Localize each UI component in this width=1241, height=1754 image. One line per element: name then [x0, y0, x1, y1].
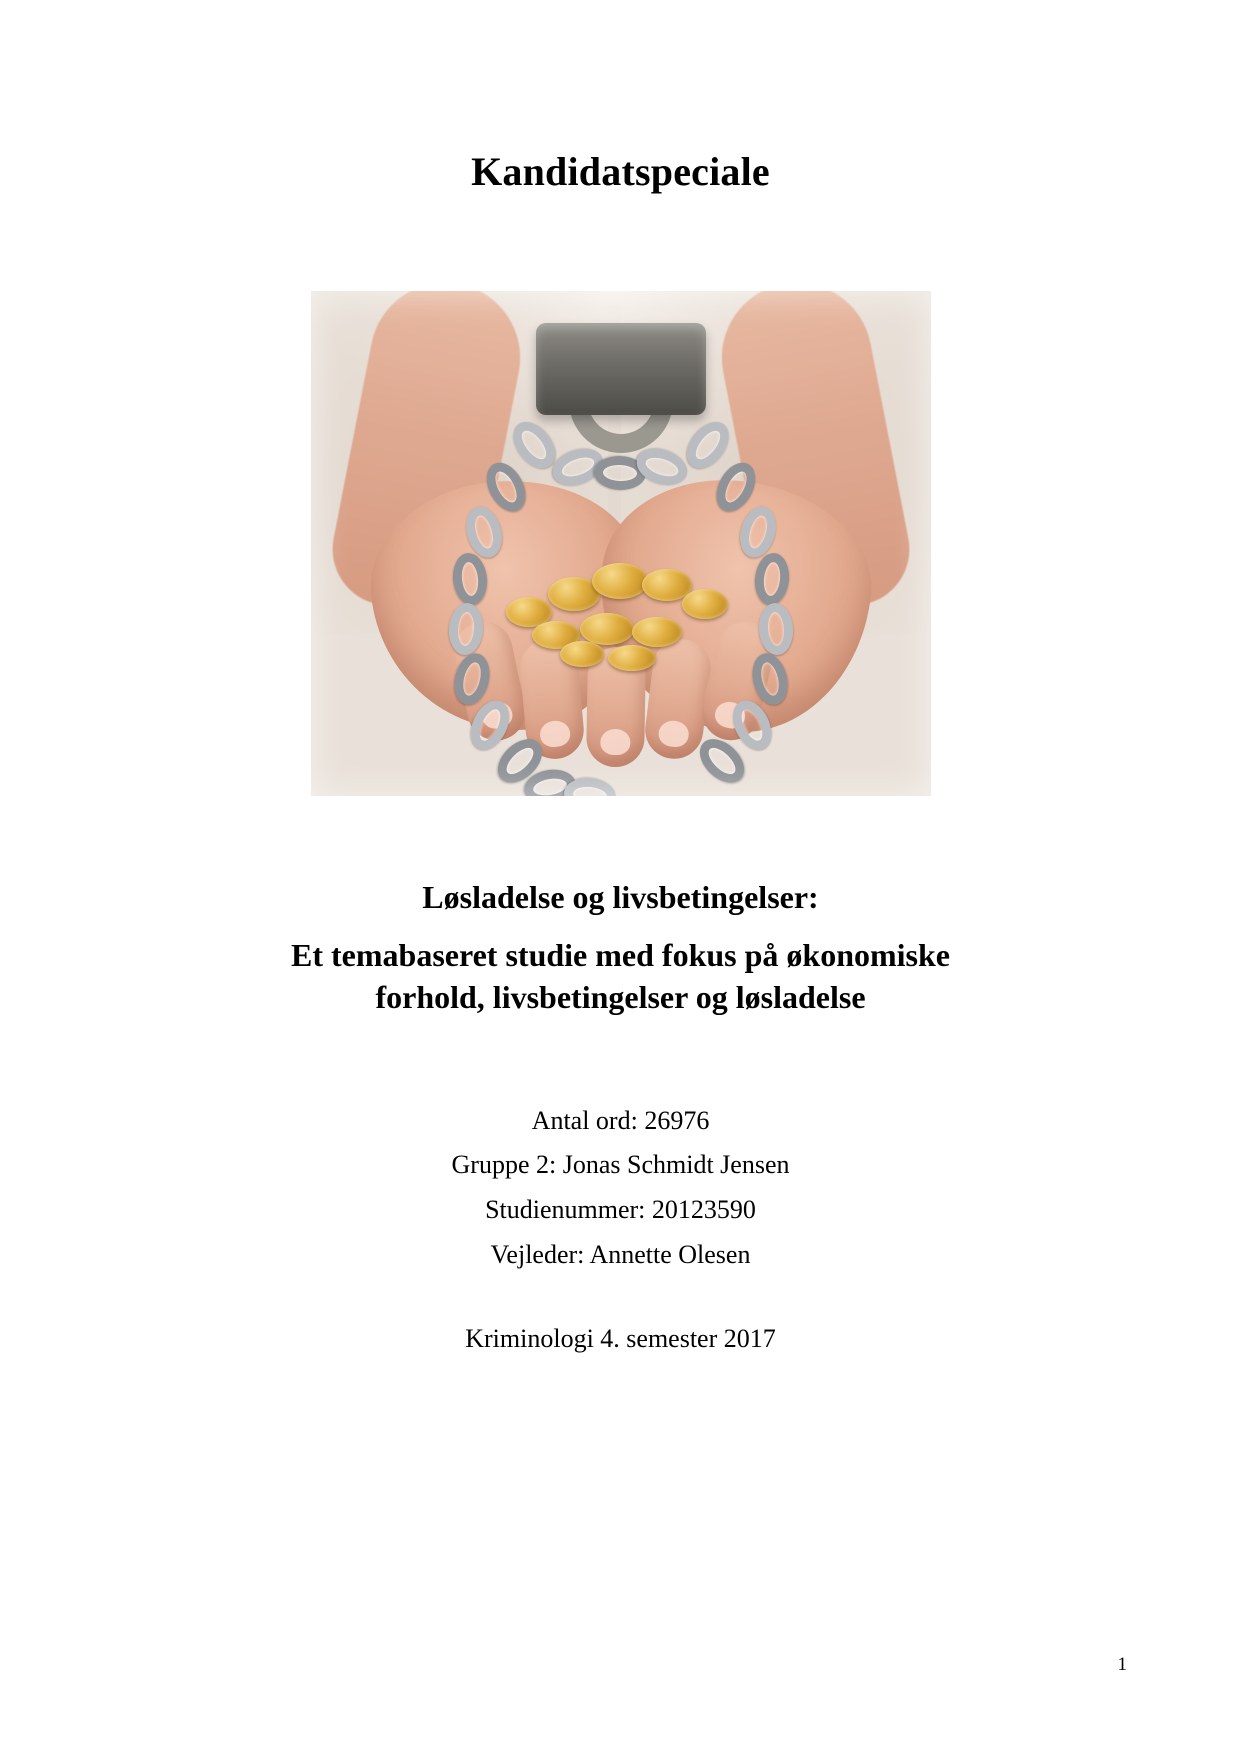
fingernail [479, 699, 514, 731]
document-subtitle [120, 876, 1121, 1019]
fingernail [538, 720, 570, 749]
page-number: 1 [1117, 1654, 1127, 1675]
coins-pile [496, 559, 746, 669]
coin [608, 645, 656, 671]
document-metadata [120, 1099, 1121, 1354]
coin [632, 617, 682, 647]
subtitle-line-3: forhold, livsbetingelser og løsladelse [375, 979, 866, 1016]
cover-figure [311, 291, 931, 796]
word-count: Antal ord: 26976 [531, 1105, 710, 1135]
student-number: Studienummer: 20123590 [485, 1195, 756, 1225]
cover-image-hands-in-chains [311, 291, 931, 796]
padlock-body [536, 323, 706, 415]
coin [682, 589, 728, 619]
subtitle-line-1: Løsladelse og livsbetingelser: [422, 879, 819, 915]
fingernail [600, 729, 630, 756]
coin [560, 641, 604, 667]
page-title: Kandidatspeciale [471, 149, 770, 194]
coin [592, 563, 648, 599]
supervisor: Vejleder: Annette Olesen [490, 1239, 751, 1269]
fingernail [712, 699, 747, 731]
fingernail [657, 719, 690, 748]
group-author: Gruppe 2: Jonas Schmidt Jensen [451, 1150, 790, 1180]
coin [580, 613, 634, 645]
semester-info: Kriminologi 4. semester 2017 [465, 1323, 776, 1353]
subtitle-line-2: Et temabaseret studie med fokus på økonomiske [291, 937, 950, 974]
